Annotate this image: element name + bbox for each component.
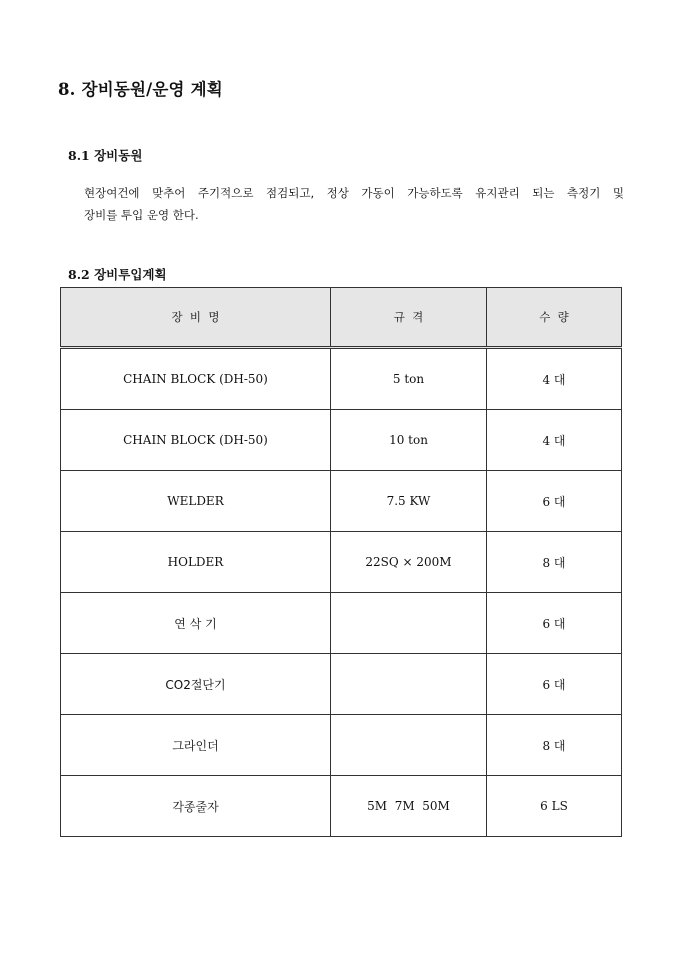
table-row xyxy=(61,410,622,471)
cell-specification xyxy=(331,593,487,654)
table-row xyxy=(61,471,622,532)
equipment-mobilization-paragraph xyxy=(84,182,624,226)
cell-equipment-name: 각종줄자 xyxy=(61,776,331,837)
header-equipment-name: 장 비 명 xyxy=(61,288,331,348)
cell-quantity: 6 대 xyxy=(487,654,622,715)
table-header-row xyxy=(61,288,622,348)
cell-specification: 22SQ × 200M xyxy=(331,532,487,593)
cell-equipment-name: HOLDER xyxy=(61,532,331,593)
cell-quantity: 8 대 xyxy=(487,532,622,593)
section-title: 8. 장비동원/운영 계획 xyxy=(58,80,223,99)
table-row xyxy=(61,715,622,776)
cell-quantity: 4 대 xyxy=(487,348,622,410)
table-row xyxy=(61,654,622,715)
cell-specification: 5 ton xyxy=(331,348,487,410)
subsection-title-equipment-plan: 8.2 장비투입계획 xyxy=(68,267,167,282)
cell-quantity: 6 대 xyxy=(487,471,622,532)
cell-equipment-name: 연 삭 기 xyxy=(61,593,331,654)
subsection-title-equipment-mobilization: 8.1 장비동원 xyxy=(68,148,143,163)
cell-specification: 7.5 KW xyxy=(331,471,487,532)
cell-equipment-name: CO2절단기 xyxy=(61,654,331,715)
cell-specification xyxy=(331,715,487,776)
cell-specification: 10 ton xyxy=(331,410,487,471)
cell-specification xyxy=(331,654,487,715)
cell-equipment-name: CHAIN BLOCK (DH-50) xyxy=(61,348,331,410)
cell-equipment-name: CHAIN BLOCK (DH-50) xyxy=(61,410,331,471)
cell-quantity: 8 대 xyxy=(487,715,622,776)
paragraph-line-2: 장비를 투입 운영 한다. xyxy=(84,208,199,222)
table-row xyxy=(61,348,622,410)
cell-specification: 5M 7M 50M xyxy=(331,776,487,837)
equipment-table xyxy=(60,287,622,837)
table-row xyxy=(61,593,622,654)
table-row xyxy=(61,776,622,837)
header-quantity: 수 량 xyxy=(487,288,622,348)
cell-quantity: 4 대 xyxy=(487,410,622,471)
paragraph-line-1: 현장여건에 맞추어 주기적으로 점검되고, 정상 가동이 가능하도록 유지관리 되는 측정기 및 xyxy=(84,186,624,200)
header-specification: 규 격 xyxy=(331,288,487,348)
table-row xyxy=(61,532,622,593)
cell-quantity: 6 대 xyxy=(487,593,622,654)
cell-equipment-name: 그라인더 xyxy=(61,715,331,776)
cell-equipment-name: WELDER xyxy=(61,471,331,532)
cell-quantity: 6 LS xyxy=(487,776,622,837)
